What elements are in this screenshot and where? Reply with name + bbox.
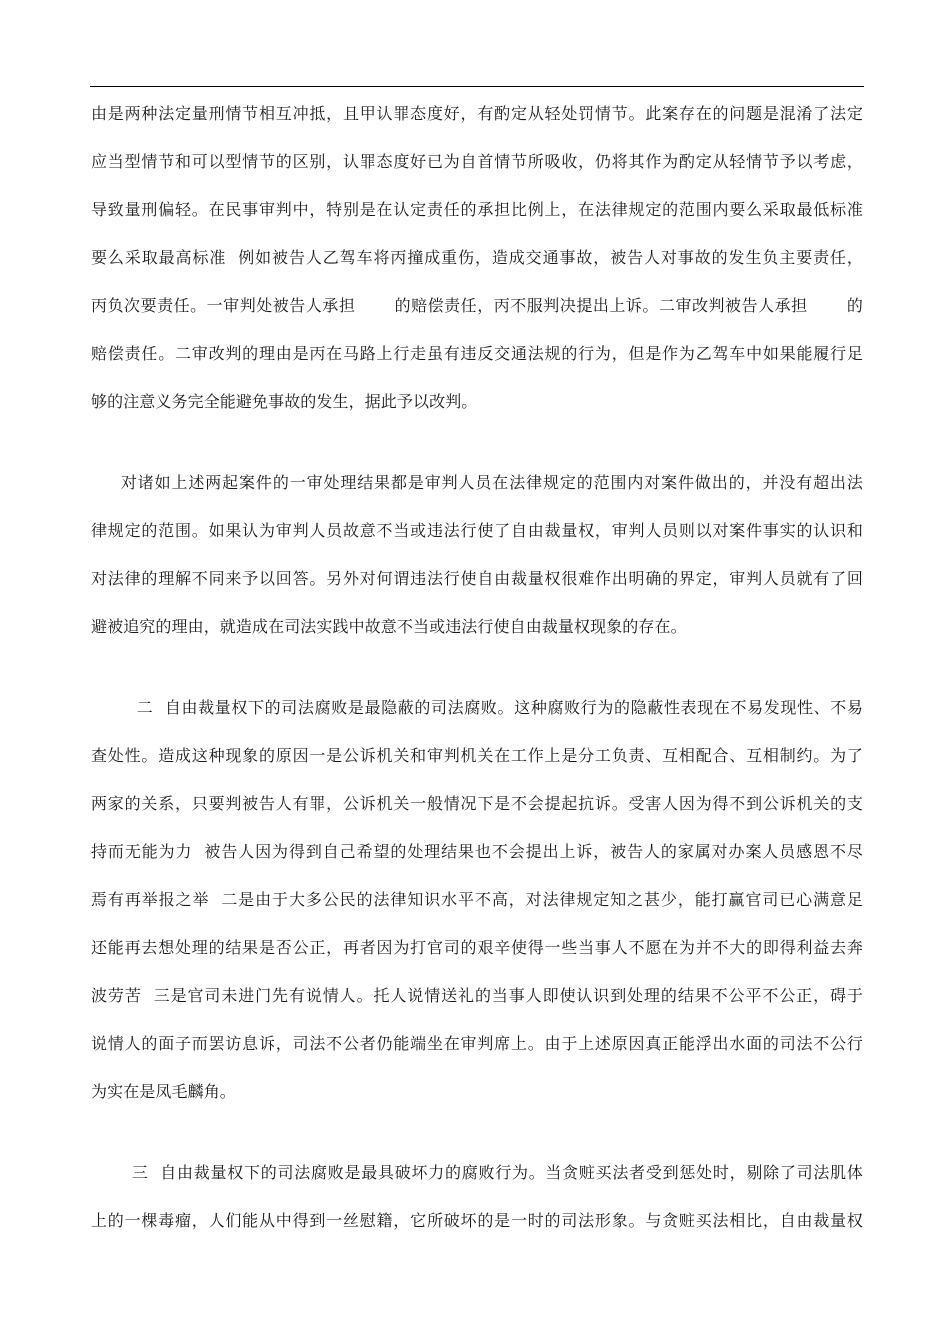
text-line: 赔偿责任。二审改判的理由是丙在马路上行走虽有违反交通法规的行为，但是作为乙驾车中如果能履行足 (91, 344, 863, 363)
text-line: 查处性。造成这种现象的原因一是公诉机关和审判机关在工作上是分工负责、互相配合、互相制约。为了 (91, 746, 863, 765)
text-line: 对法律的理解不同来予以回答。另外对何谓违法行使自由裁量权很难作出明确的界定，审判人员就有了回 (91, 569, 863, 588)
text-line: 避被追究的理由，就造成在司法实践中故意不当或违法行使自由裁量权现象的存在。 (91, 617, 687, 636)
text-line: 要么采取最高标准 例如被告人乙驾车将丙撞成重伤，造成交通事故，被告人对事故的发生负主要责任， (91, 248, 863, 267)
text-line: 导致量刑偏轻。在民事审判中，特别是在认定责任的承担比例上，在法律规定的范围内要么采取最低标准 (91, 200, 863, 219)
text-line: 丙负次要责任。一审判处被告人承担 的赔偿责任，丙不服判决提出上诉。二审改判被告人承担 的 (91, 296, 863, 315)
document-body (91, 104, 863, 1231)
text-line: 应当型情节和可以型情节的区别，认罪态度好已为自首情节所吸收，仍将其作为酌定从轻情节予以考虑， (91, 152, 863, 171)
text-line: 上的一棵毒瘤，人们能从中得到一丝慰籍，它所破坏的是一时的司法形象。与贪赃买法相比，自由裁量权 (91, 1211, 863, 1230)
text-line: 焉有再举报之举 二是由于大多公民的法律知识水平不高，对法律规定知之甚少，能打赢官司已心满意足 (91, 890, 863, 909)
text-line: 说情人的面子而罢访息诉，司法不公者仍能端坐在审判席上。由于上述原因真正能浮出水面的司法不公行 (91, 1034, 863, 1053)
text-line: 三 自由裁量权下的司法腐败是最具破坏力的腐败行为。当贪赃买法者受到惩处时，剔除了司法肌体 (91, 1163, 863, 1182)
header-rule (90, 86, 864, 87)
text-line: 还能再去想处理的结果是否公正，再者因为打官司的艰辛使得一些当事人不愿在为并不大的即得利益去奔 (91, 938, 863, 957)
text-line: 二 自由裁量权下的司法腐败是最隐蔽的司法腐败。这种腐败行为的隐蔽性表现在不易发现性、不易 (91, 698, 863, 717)
paragraph-2 (91, 473, 863, 637)
text-line: 够的注意义务完全能避免事故的发生，据此予以改判。 (91, 392, 478, 411)
paragraph-1 (91, 104, 863, 412)
text-line: 律规定的范围。如果认为审判人员故意不当或违法行使了自由裁量权，审判人员则以对案件事实的认识和 (91, 521, 863, 540)
text-line: 对诸如上述两起案件的一审处理结果都是审判人员在法律规定的范围内对案件做出的，并没有超出法 (91, 473, 863, 492)
text-line: 波劳苦 三是官司未进门先有说情人。托人说情送礼的当事人即使认识到处理的结果不公平不公正，碍于 (91, 986, 863, 1005)
text-line: 为实在是凤毛麟角。 (91, 1082, 236, 1101)
text-line: 由是两种法定量刑情节相互冲抵，且甲认罪态度好，有酌定从轻处罚情节。此案存在的问题是混淆了法定 (91, 104, 863, 123)
paragraph-4 (91, 1163, 863, 1231)
paragraph-3 (91, 698, 863, 1102)
text-line: 两家的关系，只要判被告人有罪，公诉机关一般情况下是不会提起抗诉。受害人因为得不到公诉机关的支 (91, 794, 863, 813)
text-line: 持而无能为力 被告人因为得到自己希望的处理结果也不会提出上诉，被告人的家属对办案人员感恩不尽 (91, 842, 863, 861)
